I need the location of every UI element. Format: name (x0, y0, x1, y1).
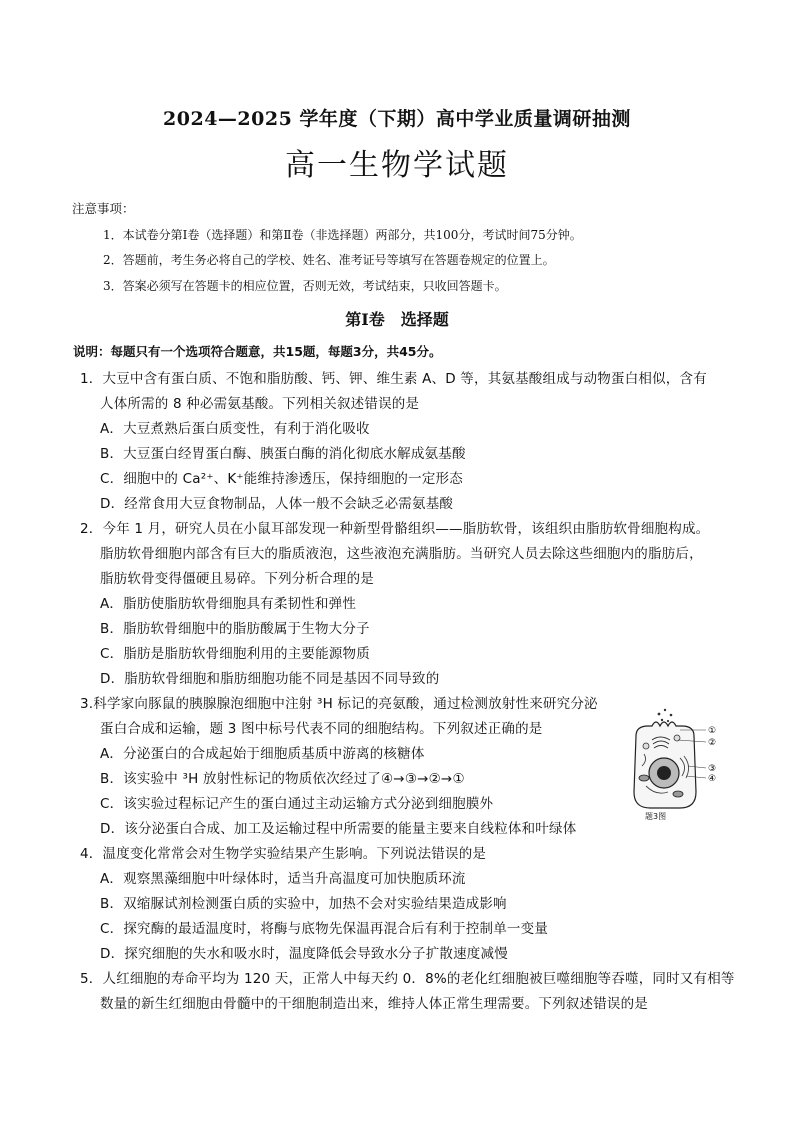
notice-item: 3．答案必须写在答题卡的相应位置，否则无效，考试结束，只收回答题卡。 (103, 279, 507, 293)
exam-title: 高一生物学试题 (285, 148, 509, 183)
question-2-option-b: B．脂肪软骨细胞中的脂肪酸属于生物大分子 (100, 621, 370, 637)
figure-caption: 题3图 (645, 812, 667, 821)
mitochondrion-drawing (673, 791, 683, 797)
question-1-option-a: A．大豆煮熟后蛋白质变性，有利于消化吸收 (100, 421, 370, 437)
vesicle-drawing (643, 743, 649, 749)
section-title: 第Ⅰ卷 选择题 (345, 310, 449, 329)
question-2-option-c: C．脂肪是脂肪软骨细胞利用的主要能源物质 (100, 646, 370, 662)
question-4-option-a: A．观察黑藻细胞中叶绿体时，适当升高温度可加快胞质环流 (100, 871, 466, 887)
question-5-stem-cont: 数量的新生红细胞由骨髓中的干细胞制造出来，维持人体正常生理需要。下列叙述错误的是 (100, 996, 648, 1012)
question-4-option-c: C．探究酶的最适温度时，将酶与底物先保温再混合后有利于控制单一变量 (100, 921, 549, 937)
secretory-vesicles-drawing (658, 709, 673, 722)
question-3-stem-cont: 蛋白合成和运输，题 3 图中标号代表不同的细胞结构。下列叙述正确的是 (100, 721, 543, 737)
question-3-option-c: C．该实验过程标记产生的蛋白通过主动运输方式分泌到细胞膜外 (100, 796, 494, 812)
mitochondrion-drawing (639, 775, 649, 781)
question-2-option-d: D．脂肪软骨细胞和脂肪细胞功能不同是基因不同导致的 (100, 671, 440, 687)
question-3-option-a: A．分泌蛋白的合成起始于细胞质基质中游离的核糖体 (100, 746, 425, 762)
question-1-option-b: B．大豆蛋白经胃蛋白酶、胰蛋白酶的消化彻底水解成氨基酸 (100, 446, 466, 462)
figure-label-2: ② (708, 738, 717, 748)
notice-item: 2．答题前，考生务必将自己的学校、姓名、准考证号等填写在答题卷规定的位置上。 (103, 253, 555, 267)
question-2-stem: 2．今年 1 月，研究人员在小鼠耳部发现一种新型骨骼组织——脂肪软骨，该组织由脂肪软骨细胞构成。 (80, 521, 710, 537)
cell-diagram-figure (622, 706, 722, 826)
question-5-stem: 5．人红细胞的寿命平均为 120 天，正常人中每天约 0．8%的老化红细胞被巨噬细胞等吞噬，同时又有相等 (80, 971, 735, 987)
notice-heading: 注意事项： (72, 201, 135, 216)
question-4-option-b: B．双缩脲试剂检测蛋白质的实验中，加热不会对实验结果造成影响 (100, 896, 507, 912)
nucleolus-drawing (657, 766, 671, 780)
notice-item: 1．本试卷分第Ⅰ卷（选择题）和第Ⅱ卷（非选择题）两部分，共100分，考试时间75分钟。 (103, 228, 582, 242)
question-1-stem: 1．大豆中含有蛋白质、不饱和脂肪酸、钙、钾、维生素 A、D 等，其氨基酸组成与动物蛋白相似，含有 (80, 371, 707, 387)
question-1-option-c: C．细胞中的 Ca²⁺、K⁺能维持渗透压，保持细胞的一定形态 (100, 471, 463, 487)
exam-subtitle: 2024—2025 学年度（下期）高中学业质量调研抽测 (163, 108, 631, 130)
question-3-stem: 3.科学家向豚鼠的胰腺腺泡细胞中注射 ³H 标记的亮氨酸，通过检测放射性来研究分泌 (80, 696, 598, 712)
section-instruction: 说明：每题只有一个选项符合题意，共15题，每题3分，共45分。 (73, 344, 442, 359)
question-2-stem-cont: 脂肪软骨变得僵硬且易碎。下列分析合理的是 (100, 571, 374, 587)
question-1-option-d: D．经常食用大豆食物制品，人体一般不会缺乏必需氨基酸 (100, 496, 454, 512)
question-4-stem: 4．温度变化常常会对生物学实验结果产生影响。下列说法错误的是 (80, 846, 487, 862)
question-3-option-d: D．该分泌蛋白合成、加工及运输过程中所需要的能量主要来自线粒体和叶绿体 (100, 821, 577, 837)
figure-label-1: ① (708, 726, 717, 736)
question-2-option-a: A．脂肪使脂肪软骨细胞具有柔韧性和弹性 (100, 596, 357, 612)
question-2-stem-cont: 脂肪软骨细胞内部含有巨大的脂质液泡，这些液泡充满脂肪。当研究人员去除这些细胞内的脂肪后， (100, 546, 703, 562)
question-3-option-b: B．该实验中 ³H 放射性标记的物质依次经过了④→③→②→① (100, 771, 465, 787)
question-4-option-d: D．探究细胞的失水和吸水时，温度降低会导致水分子扩散速度减慢 (100, 946, 508, 962)
question-1-stem-cont: 人体所需的 8 种必需氨基酸。下列相关叙述错误的是 (100, 396, 420, 412)
figure-label-4: ④ (708, 774, 717, 784)
figure-label-3: ③ (708, 764, 717, 774)
